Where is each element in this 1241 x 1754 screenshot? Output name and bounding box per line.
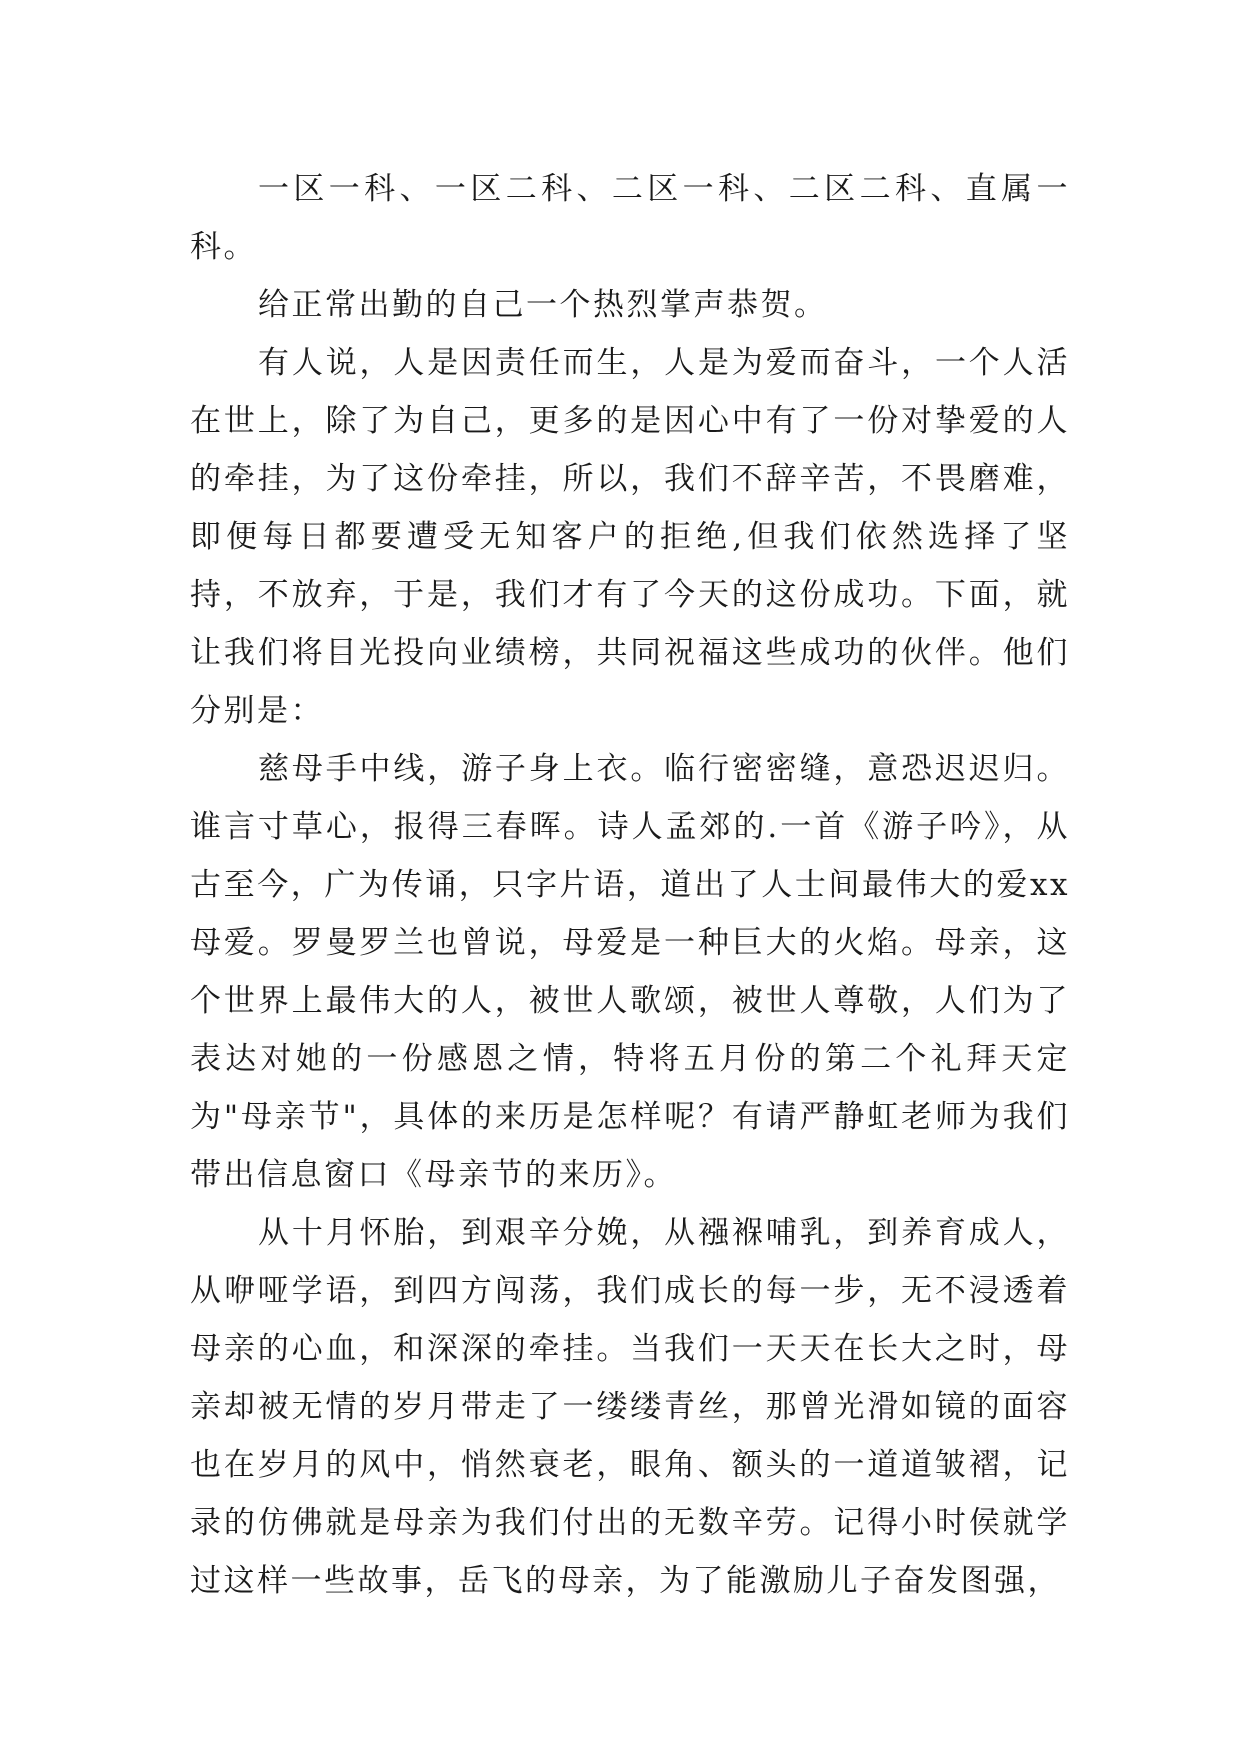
paragraph-3: 有人说，人是因责任而生，人是为爱而奋斗，一个人活在世上，除了为自己，更多的是因心中有了一份对挚爱的人的牵挂，为了这份牵挂，所以，我们不辞辛苦，不畏磨难，即便每日都要遭受无知客户的拒绝,但我们依然选择了坚持，不放弃，于是，我们才有了今天的这份成功。下面，就让我们将目光投向业绩榜，共同祝福这些成功的伙伴。他们分别是：: [190, 345, 1070, 729]
paragraph-5: 从十月怀胎，到艰辛分娩，从襁褓哺乳，到养育成人，从咿哑学语，到四方闯荡，我们成长的每一步，无不浸透着母亲的心血，和深深的牵挂。当我们一天天在长大之时，母亲却被无情的岁月带走了一缕缕青丝，那曾光滑如镜的面容也在岁月的风中，悄然衰老，眼角、额头的一道道皱褶，记录的仿佛就是母亲为我们付出的无数辛劳。记得小时侯就学过这样一些故事，岳飞的母亲，为了能激励儿子奋发图强，: [190, 1215, 1070, 1599]
paragraph-4: 慈母手中线，游子身上衣。临行密密缝，意恐迟迟归。谁言寸草心，报得三春晖。诗人孟郊的.一首《游子吟》，从古至今，广为传诵，只字片语，道出了人士间最伟大的爱xx母爱。罗曼罗兰也曾说，母爱是一种巨大的火焰。母亲，这个世界上最伟大的人，被世人歌颂，被世人尊敬，人们为了表达对她的一份感恩之情，特将五月份的第二个礼拜天定为"母亲节"，具体的来历是怎样呢？有请严静虹老师为我们带出信息窗口《母亲节的来历》。: [190, 751, 1070, 1193]
document-body: [190, 160, 1070, 1610]
paragraph-2: 给正常出勤的自己一个热烈掌声恭贺。: [258, 287, 828, 323]
paragraph-1: 一区一科、一区二科、二区一科、二区二科、直属一科。: [190, 171, 1070, 265]
